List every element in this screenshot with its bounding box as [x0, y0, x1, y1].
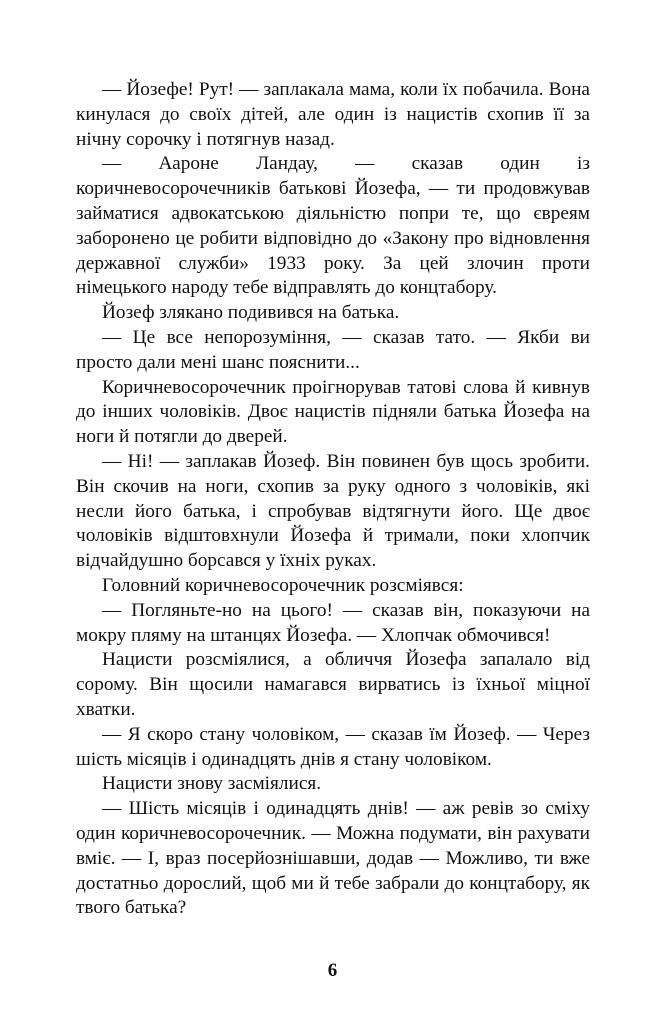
- paragraph-3: Йозеф злякано подивився на батька.: [102, 302, 400, 324]
- paragraph-11: Нацисти знову засміялися.: [102, 773, 322, 795]
- paragraph-6: — Ні! — заплакав Йозеф. Він повинен був щось зробити. Він скочив на ноги, схопив за руку одного з чоловіків, які несли його батька, і спробував відтягнути його. Ще двоє чоловіків відштовхнули Йозефа й тримали, поки хлопчик відчайдушно борсався у їхніх руках.: [76, 450, 590, 572]
- paragraph-10: — Я скоро стану чоловіком, — сказав їм Йозеф. — Через шість місяців і одинадцять днів я стану чоловіком.: [76, 723, 590, 770]
- page-text: [76, 78, 590, 921]
- paragraph-1: — Йозефе! Рут! — заплакала мама, коли їх побачила. Вона кинулася до своїх дітей, але один із нацистів схопив її за нічну сорочку і потягнув назад.: [76, 79, 590, 150]
- paragraph-8: — Погляньте-но на цього! — сказав він, показуючи на мокру пляму на штанцях Йозефа. — Хлопчак обмочився!: [76, 599, 590, 646]
- paragraph-4: — Це все непорозуміння, — сказав тато. — Якби ви просто дали мені шанс пояснити...: [76, 326, 590, 373]
- page-number: 6: [327, 960, 338, 981]
- paragraph-5: Коричневосорочечник проігнорував татові слова й кивнув до інших чоловіків. Двоє нацистів підняли батька Йозефа на ноги й потягли до дверей.: [76, 376, 590, 448]
- paragraph-12: — Шість місяців і одинадцять днів! — аж ревів зо сміху один коричневосорочечник. — Можна подумати, він рахувати вміє. — І, враз посерйознішавши, додав — Можливо, ти вже достатньо дорослий, щоб ми й тебе забрали до концтабору, як твого батька?: [76, 798, 590, 919]
- paragraph-2: — Аароне Ландау, — сказав один із коричневосорочечників батькові Йозефа, — ти продовжував займатися адвокатською діяльністю попри те, що євреям заборонено це робити відповідно до «Закону про відновлення державної служби» 1933 року. За цей злочин проти німецького народу тебе відправлять до концтабору.: [76, 153, 590, 299]
- paragraph-9: Нацисти розсміялися, а обличчя Йозефа запалало від сорому. Він щосили намагався вирватись із їхньої міцної хватки.: [76, 649, 590, 720]
- paragraph-7: Головний коричневосорочечник розсміявся:: [102, 574, 464, 596]
